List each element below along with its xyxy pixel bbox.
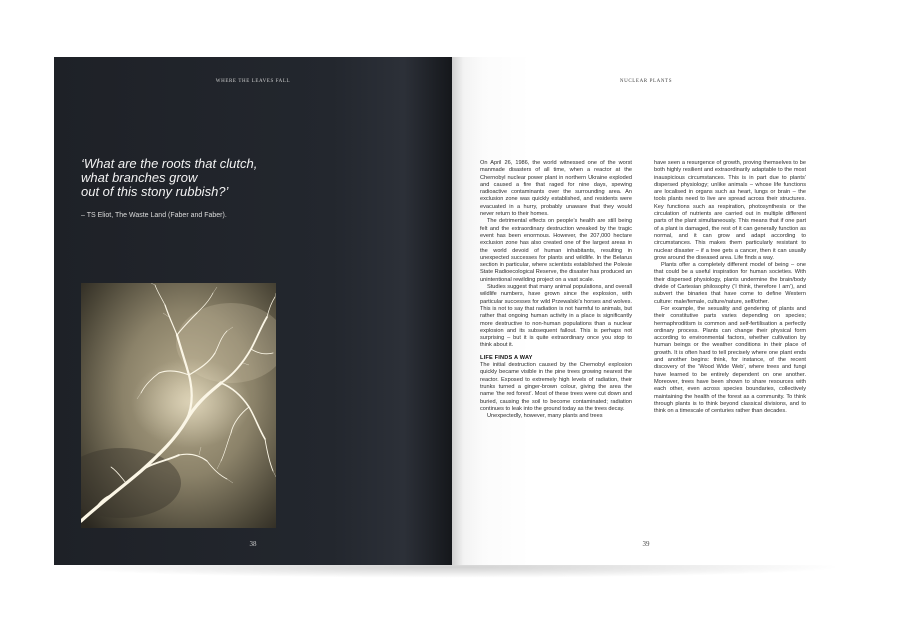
- quote-line: ‘What are the roots that clutch,: [81, 156, 258, 171]
- left-page: [54, 57, 452, 565]
- quote-line: what branches grow: [81, 170, 198, 185]
- quote-line: out of this stony rubbish?’: [81, 184, 229, 199]
- paragraph: On April 26, 1986, the world witnessed one of the worst manmade disasters of all time, when a reactor at the Chernobyl nuclear power plant in northern Ukraine exploded and caused a fire that raged for nine days, spewing radioactive contaminants over the surrounding area. An exclusion zone was quickly established, and residents were evacuated in a hurry, probably unaware that they would never return to their homes.: [480, 160, 632, 218]
- magazine-spread: [54, 57, 840, 565]
- root-photograph-image: [81, 283, 276, 528]
- paragraph: Studies suggest that many animal populations, and overall wildlife numbers, have grown since the explosion, with particular successes for wild Przewalski’s horses and wolves. This is not to say that radiation is not harmful to animals, but rather that ongoing human activity in a place is significantly more destructive to non-human populations than a nuclear explosion and its subsequent fallout. This is perhaps not surprising – but it is quite extraordinary once you stop to think about it.: [480, 284, 632, 349]
- page-number-right: 39: [642, 540, 650, 548]
- article-column-2: [654, 160, 806, 415]
- running-head-right: NUCLEAR PLANTS: [619, 79, 673, 84]
- quote-attribution: – TS Eliot, The Waste Land (Faber and Faber).: [81, 212, 227, 219]
- paragraph: For example, the sexuality and gendering of plants and their constitutive parts varies depending on species; hermaphroditism is common and self-fertilisation a perfectly ordinary process. Plants can change their physical form according to environmental factors, whether cultivation by human beings or the weather conditions in their place of growth. It is often hard to tell precisely where one plant ends and another begins: think, for instance, of the recent discovery of the ‘Wood Wide Web’, where trees and fungi have learned to be entirely dependent on one another. Moreover, trees have been shown to share resources with each other, even across species boundaries, collectively maintaining the health of the forest as a community. To think through plants is to think beyond classical divisions, and to think on a timescale of centuries rather than decades.: [654, 305, 806, 415]
- paragraph: Plants offer a completely different model of being – one that could be a useful inspiration for human societies. With their dispersed physiology, plants undermine the brain/body divide of Cartesian philosophy (‘I think, therefore I am’), and subvert the binaries that have come to define Western culture: male/female, culture/nature, self/other.: [654, 262, 806, 305]
- paragraph: The detrimental effects on people’s health are still being felt and the extraordinary destruction wreaked by the tragic event has been enormous. However, the 207,000 hectare exclusion zone has also created one of the largest areas in the world devoid of human inhabitants, resulting in unexpected successes for plants and wildlife. In the Belarus section in particular, where scientists established the Polesie State Radioecological Reserve, the disaster has produced an unintentional rewilding project on a vast scale.: [480, 218, 632, 283]
- page-number-left: 38: [249, 540, 257, 548]
- epigraph-quote: [81, 157, 421, 199]
- paragraph: have seen a resurgence of growth, proving themselves to be both highly resilient and extraordinarily adaptable to the most inauspicious circumstances. This is in part due to plants’ dispersed physiology; unlike animals – whose life functions are localised in organs such as heart, lungs or brain – the tools plants need to live are spread across their structures. Key functions such as respiration, photosynthesis or the circulation of nutrients are carried out in multiple different parts of the plant simultaneously. This means that if one part of a plant is damaged, the rest of it can generally function as normal, and it can grow and adapt according to circumstances. This makes them particularly resistant to nuclear disaster – if a tree gets a cancer, then it can usually grow around the diseased area. Life finds a way.: [654, 160, 806, 261]
- paragraph: Unexpectedly, however, many plants and trees: [487, 413, 603, 420]
- running-head-left: WHERE THE LEAVES FALL: [215, 79, 291, 84]
- paragraph: The initial destruction caused by the Chernobyl explosion quickly became visible in the pine trees growing nearest the reactor. Exposed to extremely high levels of radiation, their trunks turned a ginger-brown colour, giving the area the name ‘the red forest’. Most of these trees were cut down and buried, causing the soil to become contaminated; radiation continues to leak into the ground today as the trees decay.: [480, 362, 632, 412]
- root-photograph: [81, 283, 276, 528]
- right-page: [452, 57, 840, 565]
- article-column-1: [480, 160, 632, 420]
- section-heading: LIFE FINDS A WAY: [480, 354, 533, 361]
